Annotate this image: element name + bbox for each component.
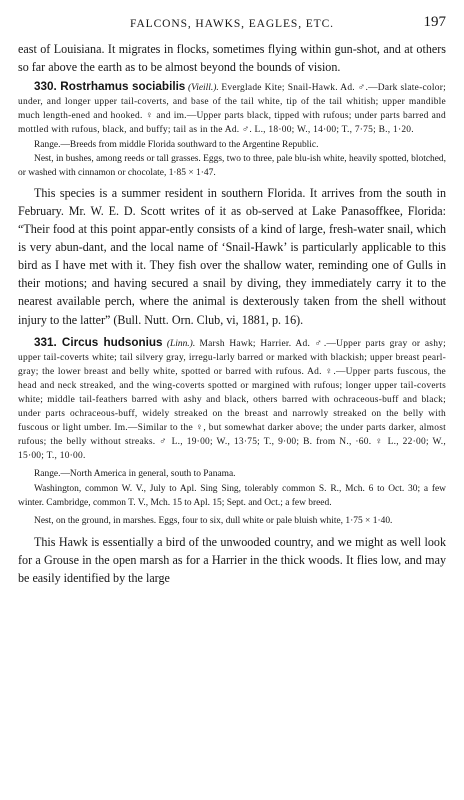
species-notes: This Hawk is essentially a bird of the unwooded country, and we might as well look for a Grouse in the open marsh as for a Harrier in the thick woods. It flies low, and may be easily identified by the large <box>18 534 446 585</box>
page-number: 197 <box>423 14 446 30</box>
species-notes: This species is a summer resident in southern Florida. It arrives from the south in February. Mr. W. E. D. Scott writes of it as ob-served at Lake Panasoffkee, Florida: “Their food at this point appar-ently consists of a kind of large, fresh-water snail, which is very abun-dant, and the local name of ‘Snail-Hawk’ is particularly applicable to this bird as I have met with it. They fish over the shallow water, reminding one of Gulls in their motions; and having secured a snail by diving, they immediately carry it to the nearest available perch, where the animal is dexterously taken from the shell without injury to the latter” (Bull. Nutt. Orn. Club, vi, 1881, p. 16). <box>18 185 446 327</box>
species-description: Everglade Kite; Snail-Hawk. Ad. ♂.—Dark slate-color; under, and longer upper tail-coverts, and base of the tail white, tip of the tail whitish; upper mandible much length-ened and hooked. ♀ and im.—Upper parts black, tipped with rufous; under parts barred and mottled with rufous, black, and buffy; tail as in the Ad. ♂. L., 18·00; W., 14·00; T., 7·75; B., 1·20. <box>18 83 446 136</box>
species-range: Range.—Breeds from middle Florida southward to the Argentine Republic. <box>34 139 319 150</box>
species-nest: Nest, on the ground, in marshes. Eggs, four to six, dull white or pale bluish white, 1·75 × 1·40. <box>34 515 393 526</box>
running-title: FALCONS, HAWKS, EAGLES, ETC. <box>130 18 334 30</box>
species-nest: Nest, in bushes, among reeds or tall grasses. Eggs, two to three, pale blu-ish white, heavily spotted, blotched, or washed with cinnamon or chocolate, 1·85 × 1·47. <box>18 153 446 178</box>
species-entry-330 <box>18 80 446 328</box>
species-authority: (Vieill.). <box>187 83 219 94</box>
species-description: Marsh Hawk; Harrier. Ad. ♂.—Upper parts gray or ashy; upper tail-coverts white; tail silvery gray, irregu-larly barred or marked with blackish; upper breast pearl-gray; the lower breast and belly white, spotted or barred with rufous. Ad. ♀.—Upper parts fuscous, the head and neck streaked, and the wing-coverts spotted or margined with rufous; longer upper tail-coverts white; middle tail-feathers barred with ashy and black, others barred with ochraceous-buff and black; under parts ochraceous-buff, widely streaked on the breast and narrowly streaked on the belly with fuscous or light umber. Im.—Similar to the ♀, but somewhat darker above; the under parts darker, almost rufous; the belly without streaks. ♂ L., 19·00; W., 13·75; T., 9·00; B. from N., ·60. ♀ L., 22·00; W., 15·00; T., 10·00. <box>18 338 447 462</box>
intro-paragraph: east of Louisiana. It migrates in flocks, sometimes flying within gun-shot, and at others so far above the earth as to be almost beyond the bounds of vision. <box>18 42 446 75</box>
species-entry-331 <box>18 336 446 588</box>
species-localities: Washington, common W. V., July to Apl. Sing Sing, tolerably common S. R., Mch. 6 to Oct. 30; a few winter. Cambridge, common T. V., Mch. 15 to Apl. 15; Sept. and Oct.; a few breed. <box>18 483 446 508</box>
species-heading <box>18 336 446 464</box>
species-range: Range.—North America in general, south to Panama. <box>34 469 236 480</box>
species-heading <box>18 80 446 137</box>
species-number-name: 331. Circus hudsonius <box>34 335 163 349</box>
species-authority: (Linn.). <box>166 338 196 349</box>
species-number-name: 330. Rostrhamus sociabilis <box>34 80 186 94</box>
book-page <box>18 4 446 794</box>
page-header <box>18 4 446 40</box>
